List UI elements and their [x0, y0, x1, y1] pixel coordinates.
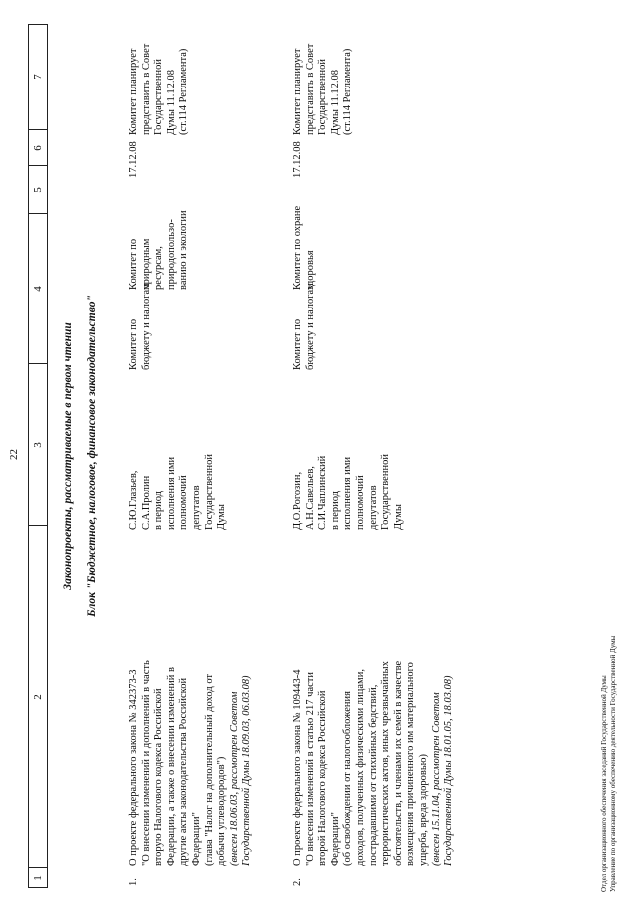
note-line: Комитет планирует	[128, 48, 139, 135]
row-description	[128, 530, 254, 866]
author-line: депутатов	[190, 485, 202, 530]
author-line: в период	[329, 490, 341, 530]
description-line: О проекте федерального закона № 109443-4	[292, 669, 303, 866]
committee-line: Комитет по	[292, 318, 303, 370]
row-authors	[128, 378, 229, 530]
author-line: исполнения ими	[165, 456, 177, 530]
description-line: Федерации"	[329, 812, 341, 866]
note-line: (ст.114 Регламента)	[178, 48, 190, 135]
author-line: в период	[153, 490, 165, 530]
co-committee-line: Комитет по охране	[292, 205, 303, 290]
note-line: (ст.114 Регламента)	[342, 48, 354, 135]
co-committee-line: ресурсам,	[153, 246, 165, 290]
author-line: С.А.Пролин	[140, 475, 152, 530]
description-line: "О внесении изменений и дополнений в часть	[140, 660, 152, 866]
row-description	[292, 530, 456, 866]
note-line: Думы 11.12.08	[329, 70, 341, 135]
co-committee-line: природным	[140, 238, 152, 290]
table-header	[28, 24, 48, 888]
committee-line: Комитет по	[128, 318, 139, 370]
note-line: представить в Совет	[304, 43, 316, 135]
description-line: Федерации, а также о внесении изменений в	[165, 667, 177, 866]
col-header-7: 7	[32, 74, 44, 80]
committee-line: бюджету и налогам	[304, 283, 316, 370]
description-line: обстоятельств, и членами их семей в качестве	[392, 660, 404, 866]
section-title: Законопроекты, рассматриваемые в первом чтении	[62, 322, 74, 590]
col-header-6: 6	[32, 145, 44, 151]
note-line: Государственной	[153, 59, 165, 135]
author-line: депутатов	[367, 485, 379, 530]
committee-line: бюджету и налогам	[140, 283, 152, 370]
description-line: "О внесении изменений в статью 217 части	[304, 672, 316, 866]
description-note: (внесен 15.11.04, рассмотрен Советом	[430, 692, 442, 866]
author-line: Думы	[392, 504, 404, 530]
description-note: Государственной Думы 18.09.03, 06.03.08)	[241, 675, 253, 866]
author-line: А.Н.Савельев,	[304, 466, 316, 530]
footer-line: Управление по организационному обеспечению деятельности Государственной Думы	[609, 635, 617, 892]
row-co-committee	[292, 180, 317, 290]
author-line: полномочий	[354, 475, 366, 530]
author-line: полномочий	[178, 475, 190, 530]
author-line: С.Ю.Глазьев,	[128, 470, 139, 530]
description-line: добычи углеводородов")	[216, 756, 228, 866]
description-note: Государственной Думы 18.01.05, 18.03.08)	[443, 675, 455, 866]
description-line: возмещения причиненного им материального	[405, 662, 417, 866]
description-line: другие акты законодательства Российской	[178, 677, 190, 866]
co-committee-line: ванию и экологии	[178, 210, 190, 290]
footer-line: Отдел организационного обеспечения заседаний Государственной Думы	[600, 675, 608, 892]
description-line: (об освобождении от налогообложения	[342, 691, 354, 866]
col-header-3: 3	[32, 442, 44, 448]
note-line: Государственной	[317, 59, 329, 135]
description-line: (глава "Налог на дополнительный доход от	[203, 673, 215, 866]
row-number: 1.	[128, 878, 139, 886]
row-co-committee	[128, 180, 191, 290]
description-line: террористических актов, иных чрезвычайных	[380, 661, 392, 866]
row-authors	[292, 378, 405, 530]
description-line: доходов, полученных физическими лицами,	[354, 669, 366, 866]
col-header-5: 5	[32, 187, 44, 193]
description-note: (внесен 18.06.03, рассмотрен Советом	[228, 691, 240, 866]
description-line: пострадавшими от стихийных бедствий,	[367, 684, 379, 866]
col-header-1: 1	[32, 875, 44, 881]
author-line: исполнения ими	[342, 456, 354, 530]
author-line: Думы	[216, 504, 228, 530]
author-line: Государственной	[380, 454, 392, 530]
col-header-4: 4	[32, 286, 44, 292]
author-line: Государственной	[203, 454, 215, 530]
col-header-2: 2	[32, 694, 44, 700]
co-committee-line: природопользо-	[165, 219, 177, 290]
page-number: 22	[8, 449, 20, 460]
author-line: Д.О.Рогозин,	[292, 471, 303, 530]
row-note	[128, 23, 191, 135]
co-committee-line: здоровья	[304, 250, 316, 290]
row-note	[292, 23, 355, 135]
row-date: 17.12.08	[292, 141, 303, 178]
note-line: Думы 11.12.08	[165, 70, 177, 135]
note-line: представить в Совет	[140, 43, 152, 135]
row-date: 17.12.08	[128, 141, 139, 178]
description-line: Федерации"	[190, 812, 202, 866]
co-committee-line: Комитет по	[128, 238, 139, 290]
row-number: 2.	[292, 878, 303, 886]
note-line: Комитет планирует	[292, 48, 303, 135]
description-line: второй Налогового кодекса Российской	[317, 690, 329, 866]
description-line: вторую Налогового кодекса Российской	[153, 688, 165, 866]
author-line: С.И.Чаплинский	[317, 455, 329, 530]
description-line: О проекте федерального закона № 342373-3	[128, 669, 139, 866]
block-title: Блок "Бюджетное, налоговое, финансовое законодательство"	[86, 295, 98, 617]
col-separator	[28, 24, 48, 25]
description-line: ущерба, вреда здоровью)	[417, 754, 429, 866]
